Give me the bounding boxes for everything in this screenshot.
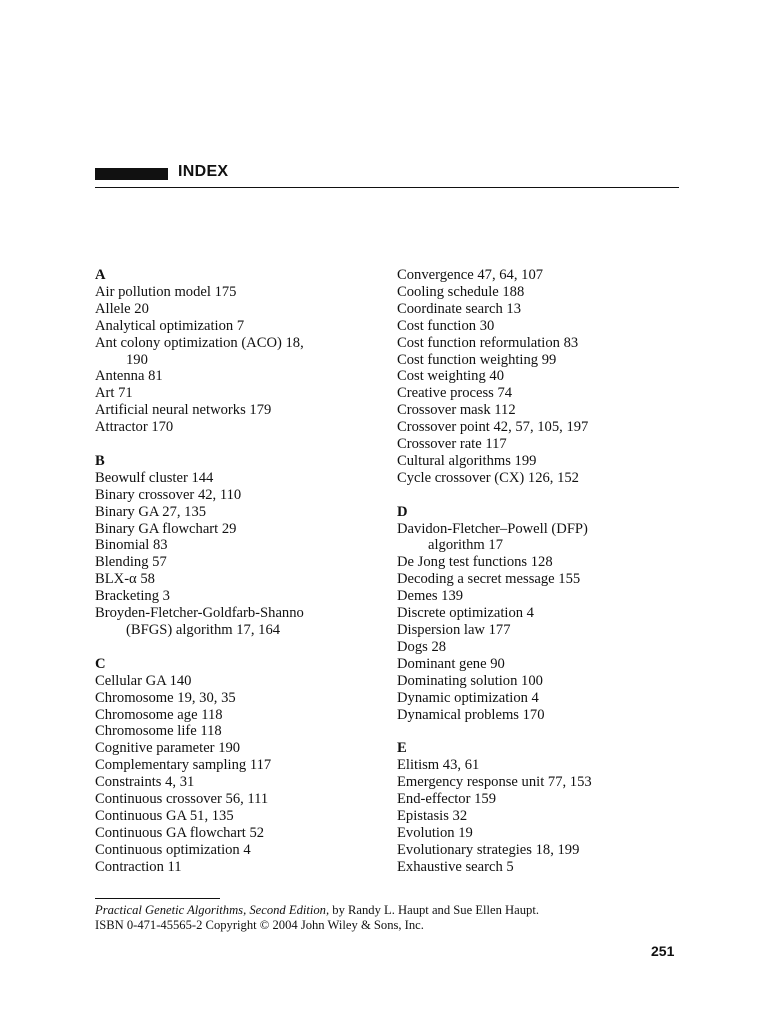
index-entry: Contraction 11 xyxy=(95,858,182,875)
index-entry: Cost function reformulation 83 xyxy=(397,334,579,351)
index-entry: Coordinate search 13 xyxy=(397,300,522,317)
index-entry: Cost function weighting 99 xyxy=(397,351,557,368)
index-entry: Dominant gene 90 xyxy=(397,655,505,672)
index-entry: Attractor 170 xyxy=(95,419,174,436)
section-letter: A xyxy=(95,267,106,283)
index-entry: Cultural algorithms 199 xyxy=(397,452,537,469)
index-entry: Crossover mask 112 xyxy=(397,402,516,419)
index-entry: Convergence 47, 64, 107 xyxy=(397,267,544,283)
index-entry: Epistasis 32 xyxy=(397,807,468,824)
index-entry: Analytical optimization 7 xyxy=(95,317,245,334)
index-entry: Dominating solution 100 xyxy=(397,672,543,689)
page-number: 251 xyxy=(651,943,675,959)
index-entry: Broyden-Fletcher-Goldfarb-Shanno xyxy=(95,605,304,622)
index-entry: Beowulf cluster 144 xyxy=(95,469,214,486)
index-entry: Evolution 19 xyxy=(397,824,473,841)
index-entry: Antenna 81 xyxy=(95,368,163,385)
section-gap xyxy=(95,639,380,656)
index-column-right xyxy=(397,267,687,876)
header-rule xyxy=(95,187,679,188)
index-entry-continuation: 190 xyxy=(126,351,148,368)
index-entry: Cognitive parameter 190 xyxy=(95,740,241,757)
section-gap xyxy=(397,487,687,504)
index-entry: Cost function 30 xyxy=(397,317,495,334)
footnote-citation xyxy=(95,903,539,918)
index-entry: Binary GA flowchart 29 xyxy=(95,520,237,537)
header-bar xyxy=(95,168,168,180)
index-entry: Decoding a secret message 155 xyxy=(397,571,581,588)
index-entry: Air pollution model 175 xyxy=(95,283,237,300)
index-entry: Exhaustive search 5 xyxy=(397,858,514,875)
index-entry: Emergency response unit 77, 153 xyxy=(397,774,592,791)
index-entry: Cost weighting 40 xyxy=(397,368,505,385)
index-entry: Bracketing 3 xyxy=(95,588,170,605)
index-entry: Cooling schedule 188 xyxy=(397,283,525,300)
page-title: INDEX xyxy=(178,163,229,180)
footnote-isbn: ISBN 0-471-45565-2 Copyright © 2004 John Wiley & Sons, Inc. xyxy=(95,918,424,932)
index-entry: Creative process 74 xyxy=(397,385,513,402)
index-entry: Elitism 43, 61 xyxy=(397,757,480,774)
section-letter: B xyxy=(95,452,105,469)
index-entry: BLX-α 58 xyxy=(95,571,155,588)
index-entry: Discrete optimization 4 xyxy=(397,605,534,622)
index-entry: Binary crossover 42, 110 xyxy=(95,486,242,503)
index-entry: Continuous GA flowchart 52 xyxy=(95,824,265,841)
section-letter: D xyxy=(397,503,408,520)
section-letter: E xyxy=(397,740,407,757)
index-entry: Continuous GA 51, 135 xyxy=(95,807,234,824)
index-entry: Demes 139 xyxy=(397,588,464,605)
section-letter: C xyxy=(95,655,106,672)
index-entry: Cycle crossover (CX) 126, 152 xyxy=(397,469,579,486)
index-entry: Crossover rate 117 xyxy=(397,436,507,453)
index-entry: Evolutionary strategies 18, 199 xyxy=(397,841,580,858)
index-entry: Binary GA 27, 135 xyxy=(95,503,207,520)
index-column-left xyxy=(95,267,380,876)
index-entry: Davidon-Fletcher–Powell (DFP) xyxy=(397,520,588,537)
index-entry: Crossover point 42, 57, 105, 197 xyxy=(397,419,589,436)
section-gap xyxy=(95,436,380,453)
index-entry: Art 71 xyxy=(95,385,133,402)
index-entry: Binomial 83 xyxy=(95,537,168,554)
index-entry: Continuous crossover 56, 111 xyxy=(95,791,269,808)
index-entry: De Jong test functions 128 xyxy=(397,554,553,571)
index-entry: Blending 57 xyxy=(95,554,167,571)
index-entry: Continuous optimization 4 xyxy=(95,841,251,858)
index-entry: Dynamical problems 170 xyxy=(397,706,545,723)
index-entry: Complementary sampling 117 xyxy=(95,757,272,774)
index-entry: Chromosome life 118 xyxy=(95,723,222,740)
footnote-rule xyxy=(95,898,220,899)
index-entry-continuation: algorithm 17 xyxy=(428,537,503,554)
index-entry: Dogs 28 xyxy=(397,638,447,655)
index-entry: Allele 20 xyxy=(95,300,149,317)
index-entry: Chromosome 19, 30, 35 xyxy=(95,689,236,706)
index-entry: Constraints 4, 31 xyxy=(95,774,195,791)
index-entry: Artificial neural networks 179 xyxy=(95,402,272,419)
section-gap xyxy=(397,723,687,740)
index-entry: Chromosome age 118 xyxy=(95,706,223,723)
book-authors: by Randy L. Haupt and Sue Ellen Haupt. xyxy=(329,903,539,917)
index-entry: Ant colony optimization (ACO) 18, xyxy=(95,334,304,351)
index-entry: Cellular GA 140 xyxy=(95,672,192,689)
index-entry-continuation: (BFGS) algorithm 17, 164 xyxy=(126,622,281,639)
index-entry: Dynamic optimization 4 xyxy=(397,689,539,706)
index-entry: End-effector 159 xyxy=(397,791,497,808)
index-entry: Dispersion law 177 xyxy=(397,622,511,639)
book-title: Practical Genetic Algorithms, Second Edition, xyxy=(95,903,330,917)
